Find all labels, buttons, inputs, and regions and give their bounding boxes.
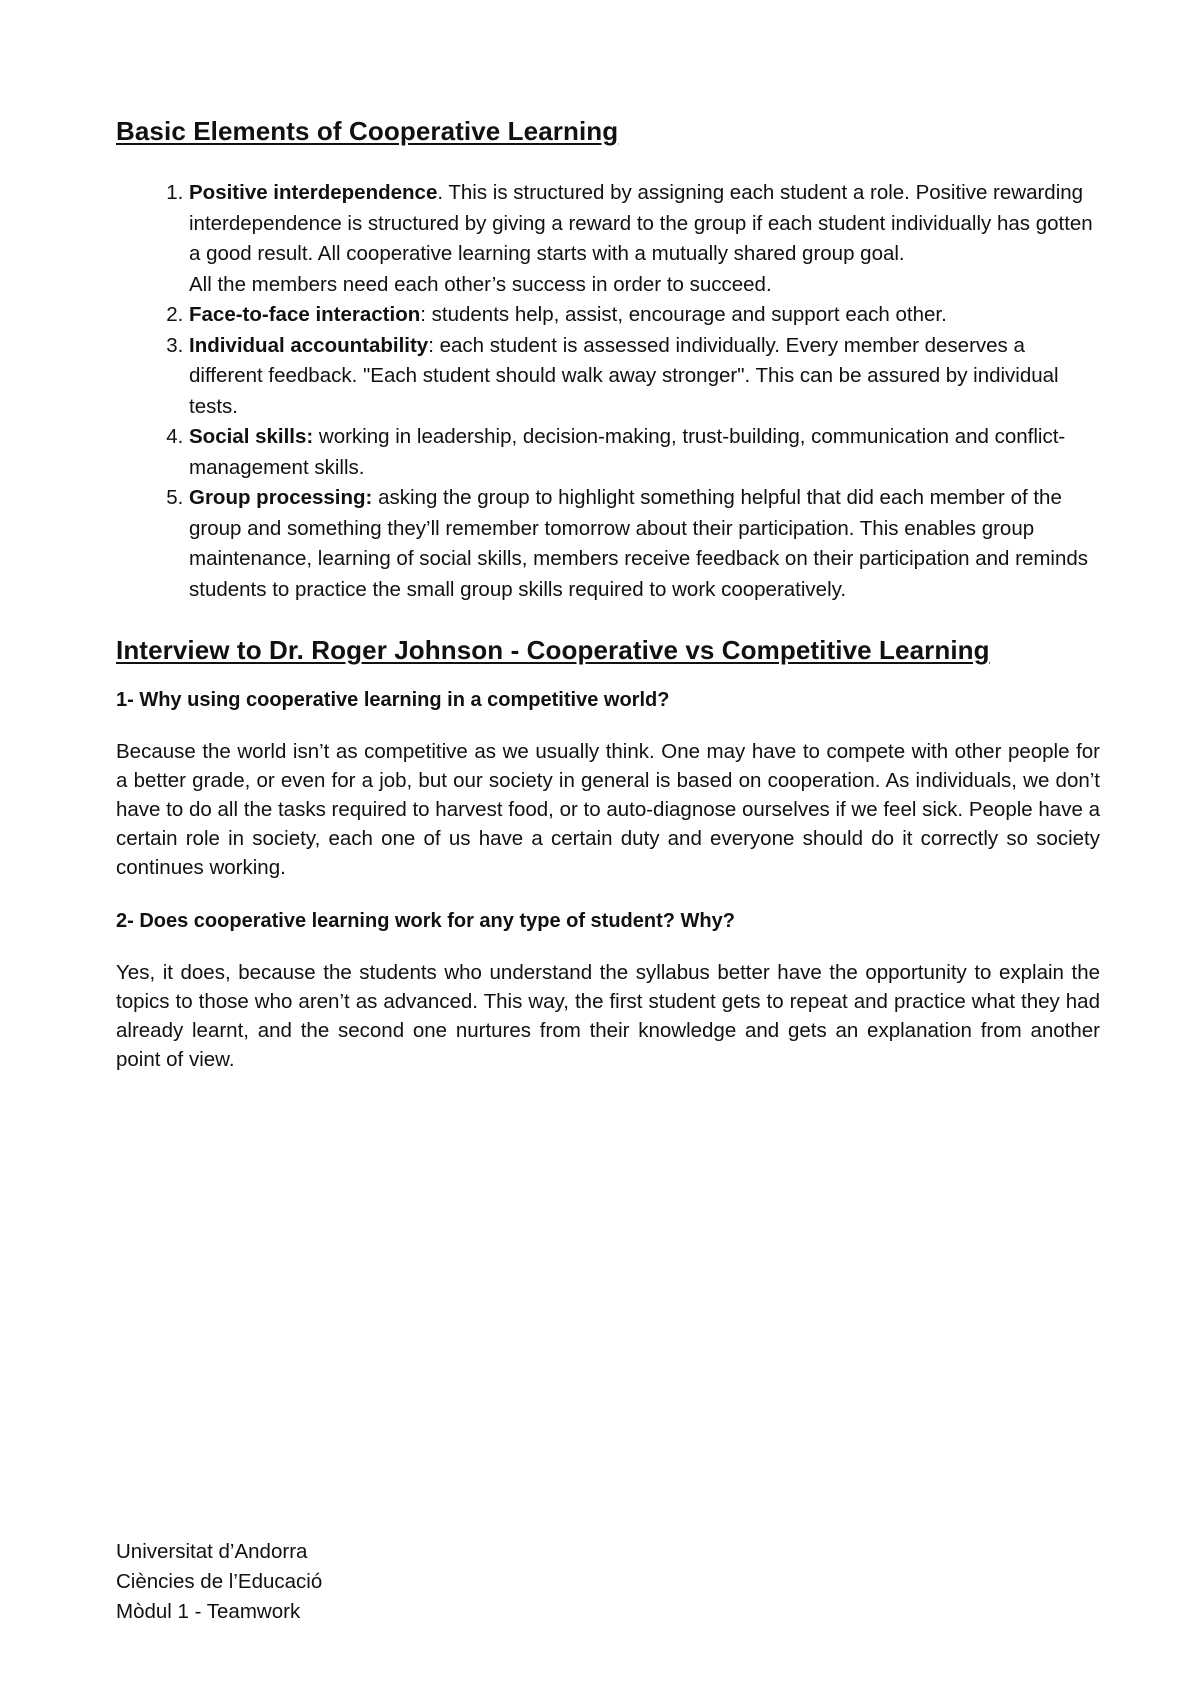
list-item-extra: All the members need each other’s success in order to succeed. <box>189 272 772 296</box>
list-item-text: working in leadership, decision-making, trust-building, communication and conflict-management skills. <box>189 425 1066 479</box>
interview-question-1: 1- Why using cooperative learning in a competitive world? <box>116 689 670 711</box>
list-item-term: Face-to-face interaction <box>189 303 421 326</box>
interview-answer-2: Yes, it does, because the students who understand the syllabus better have the opportunity to explain the topics to those who aren’t as advanced. This way, the first student gets to repeat and practice what they had already learnt, and the second one nurtures from their knowledge and gets an explanation from another point of view. <box>116 961 1100 1071</box>
section-title-basic-elements: Basic Elements of Cooperative Learning <box>116 116 619 146</box>
list-item <box>189 422 1100 483</box>
elements-list <box>116 178 1100 605</box>
list-item-term: Positive interdependence <box>189 181 438 204</box>
list-item <box>189 483 1100 605</box>
list-item-text: : each student is assessed individually. Every member deserves a different feedback. "Each student should walk away stronger". This can be assured by individual tests. <box>189 333 1059 418</box>
interview-answer-1: Because the world isn’t as competitive as we usually think. One may have to compete with other people for a better grade, or even for a job, but our society in general is based on cooperation. As individuals, we don’t have to do all the tasks required to harvest food, or to auto-diagnose ourselves if we feel sick. People have a certain role in society, each one of us have a certain duty and everyone should do it correctly so society continues working. <box>116 740 1100 879</box>
list-item-term: Group processing: <box>189 486 373 509</box>
list-item-text: asking the group to highlight something helpful that did each member of the group and something they’ll remember tomorrow about their participation. This enables group maintenance, learning of social skills, members receive feedback on their participation and reminds students to practice the small group skills required to work cooperatively. <box>189 486 1089 601</box>
document-content <box>116 112 1100 1074</box>
footer-module: Mòdul 1 - Teamwork <box>116 1600 301 1623</box>
list-item <box>189 300 1100 331</box>
list-item <box>189 331 1100 423</box>
list-item-term: Individual accountability <box>189 333 429 357</box>
document-footer <box>116 1537 322 1627</box>
footer-faculty: Ciències de l’Educació <box>116 1570 323 1593</box>
list-item <box>189 178 1100 300</box>
interview-question-2: 2- Does cooperative learning work for any type of student? Why? <box>116 910 735 932</box>
section-title-interview: Interview to Dr. Roger Johnson - Cooperative vs Competitive Learning <box>116 635 990 665</box>
footer-university: Universitat d’Andorra <box>116 1540 308 1563</box>
list-item-term: Social skills: <box>189 425 314 448</box>
list-item-text: : students help, assist, encourage and support each other. <box>420 303 947 326</box>
list-item-text: . This is structured by assigning each student a role. Positive rewarding interdependence is structured by giving a reward to the group if each student individually has gotten a good result. All cooperative learning starts with a mutually shared group goal. <box>189 181 1093 265</box>
